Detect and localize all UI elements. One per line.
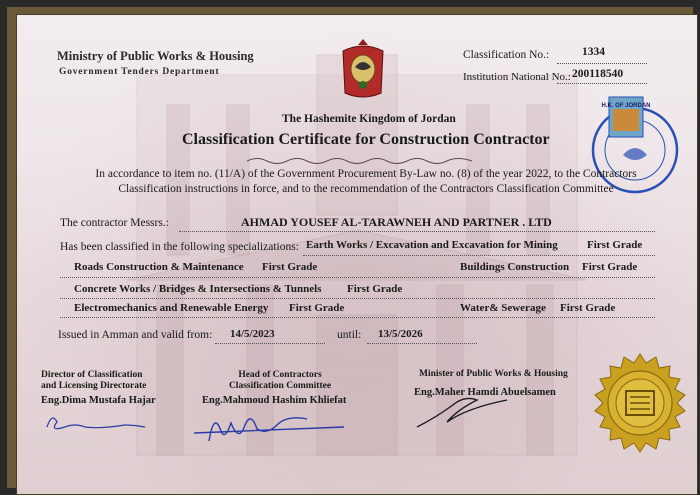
spec-grade: First Grade	[560, 302, 616, 314]
gold-seal	[589, 353, 691, 455]
spec-grade: First Grade	[587, 239, 643, 251]
kingdom-title: The Hashemite Kingdom of Jordan	[282, 113, 456, 125]
signatory-name: Eng.Dima Mustafa Hajar	[41, 395, 156, 406]
jordan-coat-of-arms-emblem	[337, 37, 389, 101]
until-label: until:	[337, 329, 362, 341]
contractor-line	[179, 231, 655, 232]
ornament-divider	[247, 156, 472, 166]
signature-head-committee	[189, 405, 349, 447]
spec-grade: First Grade	[582, 261, 638, 273]
department-name: Government Tenders Department	[59, 67, 220, 77]
valid-until-date: 13/5/2026	[378, 328, 423, 340]
valid-from-date: 14/5/2023	[230, 328, 275, 340]
signature-director	[42, 407, 152, 437]
national-no-line	[557, 83, 647, 84]
spec-line-3	[60, 298, 655, 299]
classification-no-value: 1334	[582, 46, 605, 58]
spec-line-4	[60, 317, 655, 318]
spec-line-1	[303, 255, 655, 256]
spec-name: Earth Works / Excavation and Excavation for Mining	[306, 239, 558, 251]
signatory-title-line: Minister of Public Works & Housing	[419, 369, 568, 379]
national-no-label: Institution National No.:	[463, 71, 571, 83]
spec-name: Electromechanics and Renewable Energy	[74, 302, 269, 314]
signatory-title-line: and Licensing Directorate	[41, 381, 147, 391]
signature-minister	[412, 391, 522, 431]
classification-label: Has been classified in the following specializations:	[60, 241, 299, 253]
classification-no-label: Classification No.:	[463, 49, 550, 61]
signatory-name: Eng.Maher Hamdi Abuelsamen	[414, 387, 556, 398]
signatory-title	[225, 370, 335, 392]
spec-grade: First Grade	[289, 302, 345, 314]
signatory-title-line: Classification Committee	[228, 381, 332, 391]
spec-name: Concrete Works / Bridges & Intersections & Tunnels	[74, 283, 322, 295]
issued-label: Issued in Amman and valid from:	[58, 329, 213, 341]
signatory-title	[419, 369, 568, 380]
signatory-name: Eng.Mahmoud Hashim Khliefat	[202, 395, 347, 406]
signatory-title-line: Director of Classification	[41, 370, 143, 380]
spec-name: Roads Construction & Maintenance	[74, 261, 244, 273]
contractor-label: The contractor Messrs.:	[60, 217, 169, 229]
stamp-label: H.K. OF JORDAN	[601, 103, 651, 109]
national-no-value: 200118540	[572, 68, 624, 80]
classification-no-line	[557, 63, 647, 64]
certificate-paper	[16, 14, 698, 495]
signatory-title	[41, 370, 146, 392]
spec-name: Buildings Construction	[460, 261, 570, 273]
ministry-name: Ministry of Public Works & Housing	[57, 49, 254, 63]
signatory-title-line: Head of Contractors	[238, 370, 322, 380]
intro-paragraph: In accordance to item no. (11/A) of the Government Procurement By-Law no. (8) of the year 2022, to the Contractors Classification instructions in force, and to the recommendation of the Contractors Classification Committee	[95, 168, 637, 195]
spec-grade: First Grade	[262, 261, 318, 273]
certificate-title: Classification Certificate for Construction Contractor	[182, 131, 550, 148]
until-line	[367, 343, 477, 344]
spec-name: Water& Sewerage	[460, 302, 546, 314]
issued-line	[215, 343, 325, 344]
contractor-name: AHMAD YOUSEF AL-TARAWNEH AND PARTNER . LTD	[241, 215, 552, 229]
spec-grade: First Grade	[347, 283, 403, 295]
spec-line-2	[60, 277, 655, 278]
